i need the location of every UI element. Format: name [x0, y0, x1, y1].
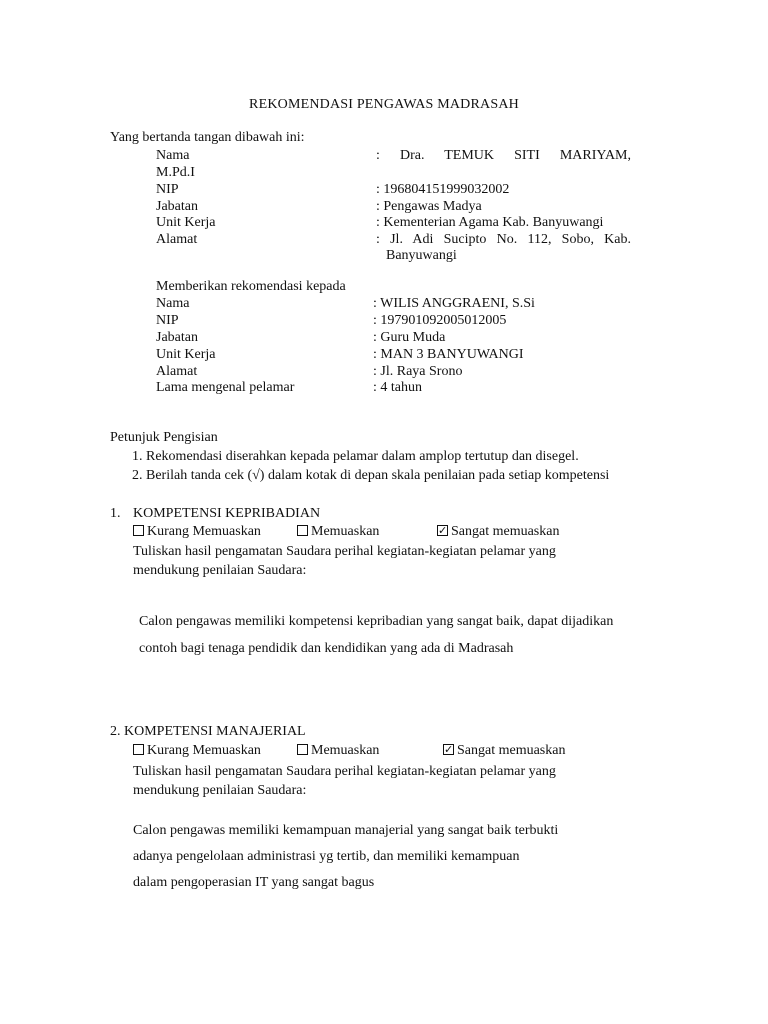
- document-title: REKOMENDASI PENGAWAS MADRASAH: [249, 97, 519, 112]
- section2-prompt-line2: mendukung penilaian Saudara:: [133, 783, 307, 798]
- section2-option-memuaskan[interactable]: [297, 742, 379, 759]
- section1-heading: KOMPETENSI KEPRIBADIAN: [133, 506, 321, 521]
- signer-nama-value: : Dra. TEMUK SITI MARIYAM,: [376, 148, 631, 163]
- signer-alamat-value: : Jl. Adi Sucipto No. 112, Sobo, Kab.: [376, 232, 631, 247]
- signer-jabatan-label: Jabatan: [156, 199, 198, 214]
- section2-option-kurang[interactable]: [133, 742, 261, 759]
- signer-nama-label: Nama: [156, 148, 190, 163]
- signer-nama-cont: M.Pd.I: [156, 165, 195, 180]
- candidate-jabatan-value: : Guru Muda: [373, 330, 446, 345]
- section1-option-memuaskan[interactable]: [297, 523, 379, 540]
- option-label: Kurang Memuaskan: [147, 524, 261, 539]
- section2-prompt-line1: Tuliskan hasil pengamatan Saudara perihal kegiatan-kegiatan pelamar yang: [133, 764, 556, 779]
- signer-unit-value: : Kementerian Agama Kab. Banyuwangi: [376, 215, 604, 230]
- section1-option-kurang[interactable]: [133, 523, 261, 540]
- intro-text: Yang bertanda tangan dibawah ini:: [110, 130, 305, 145]
- candidate-unit-label: Unit Kerja: [156, 347, 216, 362]
- signer-nip-label: NIP: [156, 182, 179, 197]
- checkbox-checked-icon[interactable]: [437, 525, 448, 536]
- candidate-nama-value: : WILIS ANGGRAENI, S.Si: [373, 296, 535, 311]
- checkbox-empty-icon[interactable]: [133, 744, 144, 755]
- section1-answer-line2: contoh bagi tenaga pendidik dan kendidikan yang ada di Madrasah: [139, 641, 514, 656]
- option-label: Memuaskan: [311, 524, 380, 539]
- section2-answer-line3: dalam pengoperasian IT yang sangat bagus: [133, 875, 375, 890]
- candidate-lama-value: : 4 tahun: [373, 380, 422, 395]
- instruction-item: 1. Rekomendasi diserahkan kepada pelamar dalam amplop tertutup dan disegel.: [132, 449, 579, 464]
- signer-nip-value: : 196804151999032002: [376, 182, 510, 197]
- recommend-intro: Memberikan rekomendasi kepada: [156, 279, 346, 294]
- checkbox-checked-icon[interactable]: [443, 744, 454, 755]
- section1-number: 1.: [110, 506, 121, 521]
- signer-unit-label: Unit Kerja: [156, 215, 216, 230]
- section1-prompt-line1: Tuliskan hasil pengamatan Saudara perihal kegiatan-kegiatan pelamar yang: [133, 544, 556, 559]
- section2-answer-line1: Calon pengawas memiliki kemampuan manajerial yang sangat baik terbukti: [133, 823, 559, 838]
- section1-prompt-line2: mendukung penilaian Saudara:: [133, 563, 307, 578]
- instructions-heading: Petunjuk Pengisian: [110, 430, 218, 445]
- section2-answer-line2: adanya pengelolaan administrasi yg tertib, dan memiliki kemampuan: [133, 849, 520, 864]
- signer-jabatan-value: : Pengawas Madya: [376, 199, 482, 214]
- option-label: Sangat memuaskan: [457, 743, 566, 758]
- candidate-unit-value: : MAN 3 BANYUWANGI: [373, 347, 524, 362]
- checkbox-empty-icon[interactable]: [297, 525, 308, 536]
- option-label: Memuaskan: [311, 743, 380, 758]
- option-label: Kurang Memuaskan: [147, 743, 261, 758]
- section2-option-sangat[interactable]: [443, 742, 565, 759]
- signer-alamat-cont: Banyuwangi: [386, 248, 457, 263]
- candidate-jabatan-label: Jabatan: [156, 330, 198, 345]
- candidate-lama-label: Lama mengenal pelamar: [156, 380, 295, 395]
- section1-answer-line1: Calon pengawas memiliki kompetensi kepribadian yang sangat baik, dapat dijadikan: [139, 614, 614, 629]
- candidate-nip-label: NIP: [156, 313, 179, 328]
- option-label: Sangat memuaskan: [451, 524, 560, 539]
- section2-heading: 2. KOMPETENSI MANAJERIAL: [110, 724, 306, 739]
- checkbox-empty-icon[interactable]: [133, 525, 144, 536]
- signer-alamat-label: Alamat: [156, 232, 198, 247]
- section1-option-sangat[interactable]: [437, 523, 559, 540]
- instruction-item: 2. Berilah tanda cek (√) dalam kotak di depan skala penilaian pada setiap kompetensi: [132, 468, 610, 483]
- checkbox-empty-icon[interactable]: [297, 744, 308, 755]
- candidate-alamat-label: Alamat: [156, 364, 198, 379]
- candidate-alamat-value: : Jl. Raya Srono: [373, 364, 463, 379]
- candidate-nama-label: Nama: [156, 296, 190, 311]
- candidate-nip-value: : 197901092005012005: [373, 313, 507, 328]
